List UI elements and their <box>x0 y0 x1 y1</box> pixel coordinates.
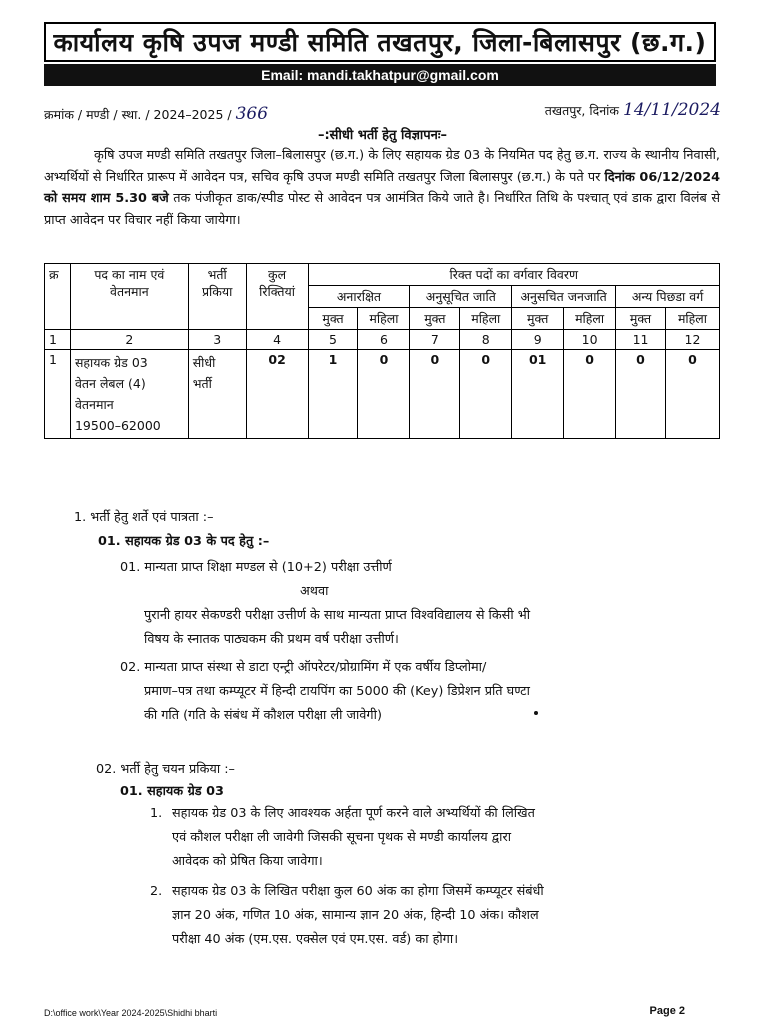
table-row <box>45 350 720 439</box>
pay-level: वेतन लेबल (4) <box>74 376 146 391</box>
table-header-row <box>45 264 720 286</box>
item1b-line1: पुरानी हायर सेकण्डरी परीक्षा उत्तीर्ण के साथ मान्यता प्राप्त विश्वविद्यालय से किसी भी <box>144 608 531 623</box>
header-women: महिला <box>460 308 512 330</box>
item2-line1: 02. मान्यता प्राप्त संस्था से डाटा एन्ट्री ऑपरेटर/प्रोग्रामिंग में एक वर्षीय डिप्लोमा/ <box>120 660 487 675</box>
header-unreserved: अनारक्षित <box>308 286 410 308</box>
item2-line3: की गति (गति के संबंध में कौशल परीक्षा ली जावेगी) <box>144 708 382 723</box>
header-post: पद का नाम एवं वेतनमान <box>70 264 188 330</box>
header-women: महिला <box>564 308 616 330</box>
row-sc-free: 0 <box>410 350 460 439</box>
col-number: 6 <box>358 330 410 350</box>
col-number: 2 <box>70 330 188 350</box>
section2-p1 <box>172 802 720 874</box>
section2-p2-number: 2. <box>150 884 163 899</box>
header-free: मुक्त <box>512 308 564 330</box>
row-sno: 1 <box>45 350 71 439</box>
vacancy-table <box>44 263 720 439</box>
email-bar <box>44 64 716 86</box>
col-number: 8 <box>460 330 512 350</box>
section1-heading: 1. भर्ती हेतु शर्ते एवं पात्रता :– <box>74 510 214 525</box>
post-name: सहायक ग्रेड 03 <box>74 355 148 370</box>
p2-line1: सहायक ग्रेड 03 के लिखित परीक्षा कुल 60 अंक का होगा जिसमें कम्प्यूटर संबंधी <box>172 884 544 899</box>
header-sno: क्र <box>45 264 71 330</box>
header-st: अनुसचित जनजाति <box>512 286 616 308</box>
section1-item1: 01. मान्यता प्राप्त शिक्षा मण्डल से (10+2) परीक्षा उत्तीर्ण <box>120 560 392 575</box>
place-date <box>545 100 721 120</box>
header-free: मुक्त <box>410 308 460 330</box>
row-st-women: 0 <box>564 350 616 439</box>
section2-p1-number: 1. <box>150 806 163 821</box>
row-unreserved-free: 1 <box>308 350 358 439</box>
office-title-box <box>44 22 716 62</box>
p1-line3: आवेदक को प्रेषित किया जावेगा। <box>172 854 323 869</box>
header-women: महिला <box>665 308 719 330</box>
row-obc-free: 0 <box>616 350 666 439</box>
header-obc: अन्य पिछडा वर्ग <box>616 286 720 308</box>
file-path: D:\office work\Year 2024-2025\Shidhi bharti <box>44 1008 218 1018</box>
section2-sub: 01. सहायक ग्रेड 03 <box>120 784 224 799</box>
header-women: महिला <box>358 308 410 330</box>
col-number: 7 <box>410 330 460 350</box>
reference-prefix: क्रमांक / मण्डी / स्था. / 2024–2025 / <box>44 107 232 122</box>
section1-sub: 01. सहायक ग्रेड 03 के पद हेतु :– <box>98 534 270 549</box>
p2-line3: परीक्षा 40 अंक (एम.एस. एक्सेल एवं एम.एस. वर्ड) का होगा। <box>172 932 459 947</box>
email-text: Email: mandi.takhatpur@gmail.com <box>261 67 499 83</box>
p2-line2: ज्ञान 20 अंक, गणित 10 अंक, सामान्य ज्ञान 20 अंक, हिन्दी 10 अंक। कौशल <box>172 908 539 923</box>
header-free: मुक्त <box>616 308 666 330</box>
intro-deadline: दिनांक 06/12/2024 को समय शाम 5.30 बजे <box>44 169 720 206</box>
header-process: भर्ती प्रकिया <box>188 264 246 330</box>
table-column-number-row <box>45 330 720 350</box>
reference-handwritten-number: 366 <box>235 104 269 124</box>
header-breakdown: रिक्त पदों का वर्गवार विवरण <box>308 264 719 286</box>
col-number: 1 <box>45 330 71 350</box>
handwritten-date: 14/11/2024 <box>623 100 721 120</box>
header-sc: अनुसूचित जाति <box>410 286 512 308</box>
col-number: 10 <box>564 330 616 350</box>
row-obc-women: 0 <box>665 350 719 439</box>
intro-text-1: कृषि उपज मण्डी समिति तखतपुर जिला–बिलासपुर (छ.ग.) के लिए सहायक ग्रेड 03 के नियमित पद हेतु छ.ग. राज्य के स्थानीय निवासी, अभ्यर्थियों से निर्धारित प्रारूप में आवेदन पत्र, सचिव कृषि उपज मण्डी समिति तखतपुर जिला बिलासपुर (छ.ग.) के पते पर <box>44 148 720 185</box>
section1-item1b <box>144 604 724 652</box>
item2-line2: प्रमाण–पत्र तथा कम्प्यूटर में हिन्दी टायपिंग का 5000 की (Key) डिप्रेशन प्रति घण्टा <box>144 684 530 699</box>
intro-text-2: तक पंजीकृत डाक/स्पीड पोस्ट से आवेदन पत्र आमंत्रित किये जाते है। निर्धारित तिथि के पश्चात् एवं डाक द्वारा विलंब से प्राप्त आवेदन पर विचार नहीं किया जायेगा। <box>44 191 720 228</box>
section1-or: अथवा <box>300 584 329 599</box>
section2-p2 <box>172 880 720 952</box>
row-process <box>188 350 246 439</box>
header-free: मुक्त <box>308 308 358 330</box>
header-total: कुल रिक्तियां <box>246 264 308 330</box>
row-total: 02 <box>246 350 308 439</box>
row-sc-women: 0 <box>460 350 512 439</box>
row-unreserved-women: 0 <box>358 350 410 439</box>
process-line-2: भर्ती <box>192 376 212 391</box>
stray-dot <box>534 711 538 715</box>
col-number: 5 <box>308 330 358 350</box>
office-title: कार्यालय कृषि उपज मण्डी समिति तखतपुर, जिला-बिलासपुर (छ.ग.) <box>53 28 707 57</box>
section1-item2 <box>120 656 724 728</box>
col-number: 3 <box>188 330 246 350</box>
section2-heading: 02. भर्ती हेतु चयन प्रकिया :– <box>96 762 235 777</box>
page-number: Page 2 <box>649 1005 685 1017</box>
notice-title: –:सीधी भर्ती हेतु विज्ञापनः– <box>317 128 448 143</box>
process-line-1: सीधी <box>192 355 216 370</box>
item1b-line2: विषय के स्नातक पाठ्यकम की प्रथम वर्ष परीक्षा उत्तीर्ण। <box>144 632 399 647</box>
pay-scale-label: वेतनमान <box>74 397 114 412</box>
place-date-label: तखतपुर, दिनांक <box>544 103 620 118</box>
col-number: 9 <box>512 330 564 350</box>
row-post <box>70 350 188 439</box>
col-number: 4 <box>246 330 308 350</box>
p1-line2: एवं कौशल परीक्षा ली जावेगी जिसकी सूचना पृथक से मण्डी कार्यालय द्वारा <box>172 830 512 845</box>
intro-paragraph <box>44 145 720 231</box>
pay-scale: 19500–62000 <box>74 418 161 433</box>
col-number: 12 <box>665 330 719 350</box>
row-st-free: 01 <box>512 350 564 439</box>
col-number: 11 <box>616 330 666 350</box>
reference-number <box>44 104 268 124</box>
p1-line1: सहायक ग्रेड 03 के लिए आवश्यक अर्हता पूर्ण करने वाले अभ्यर्थियों की लिखित <box>172 806 535 821</box>
